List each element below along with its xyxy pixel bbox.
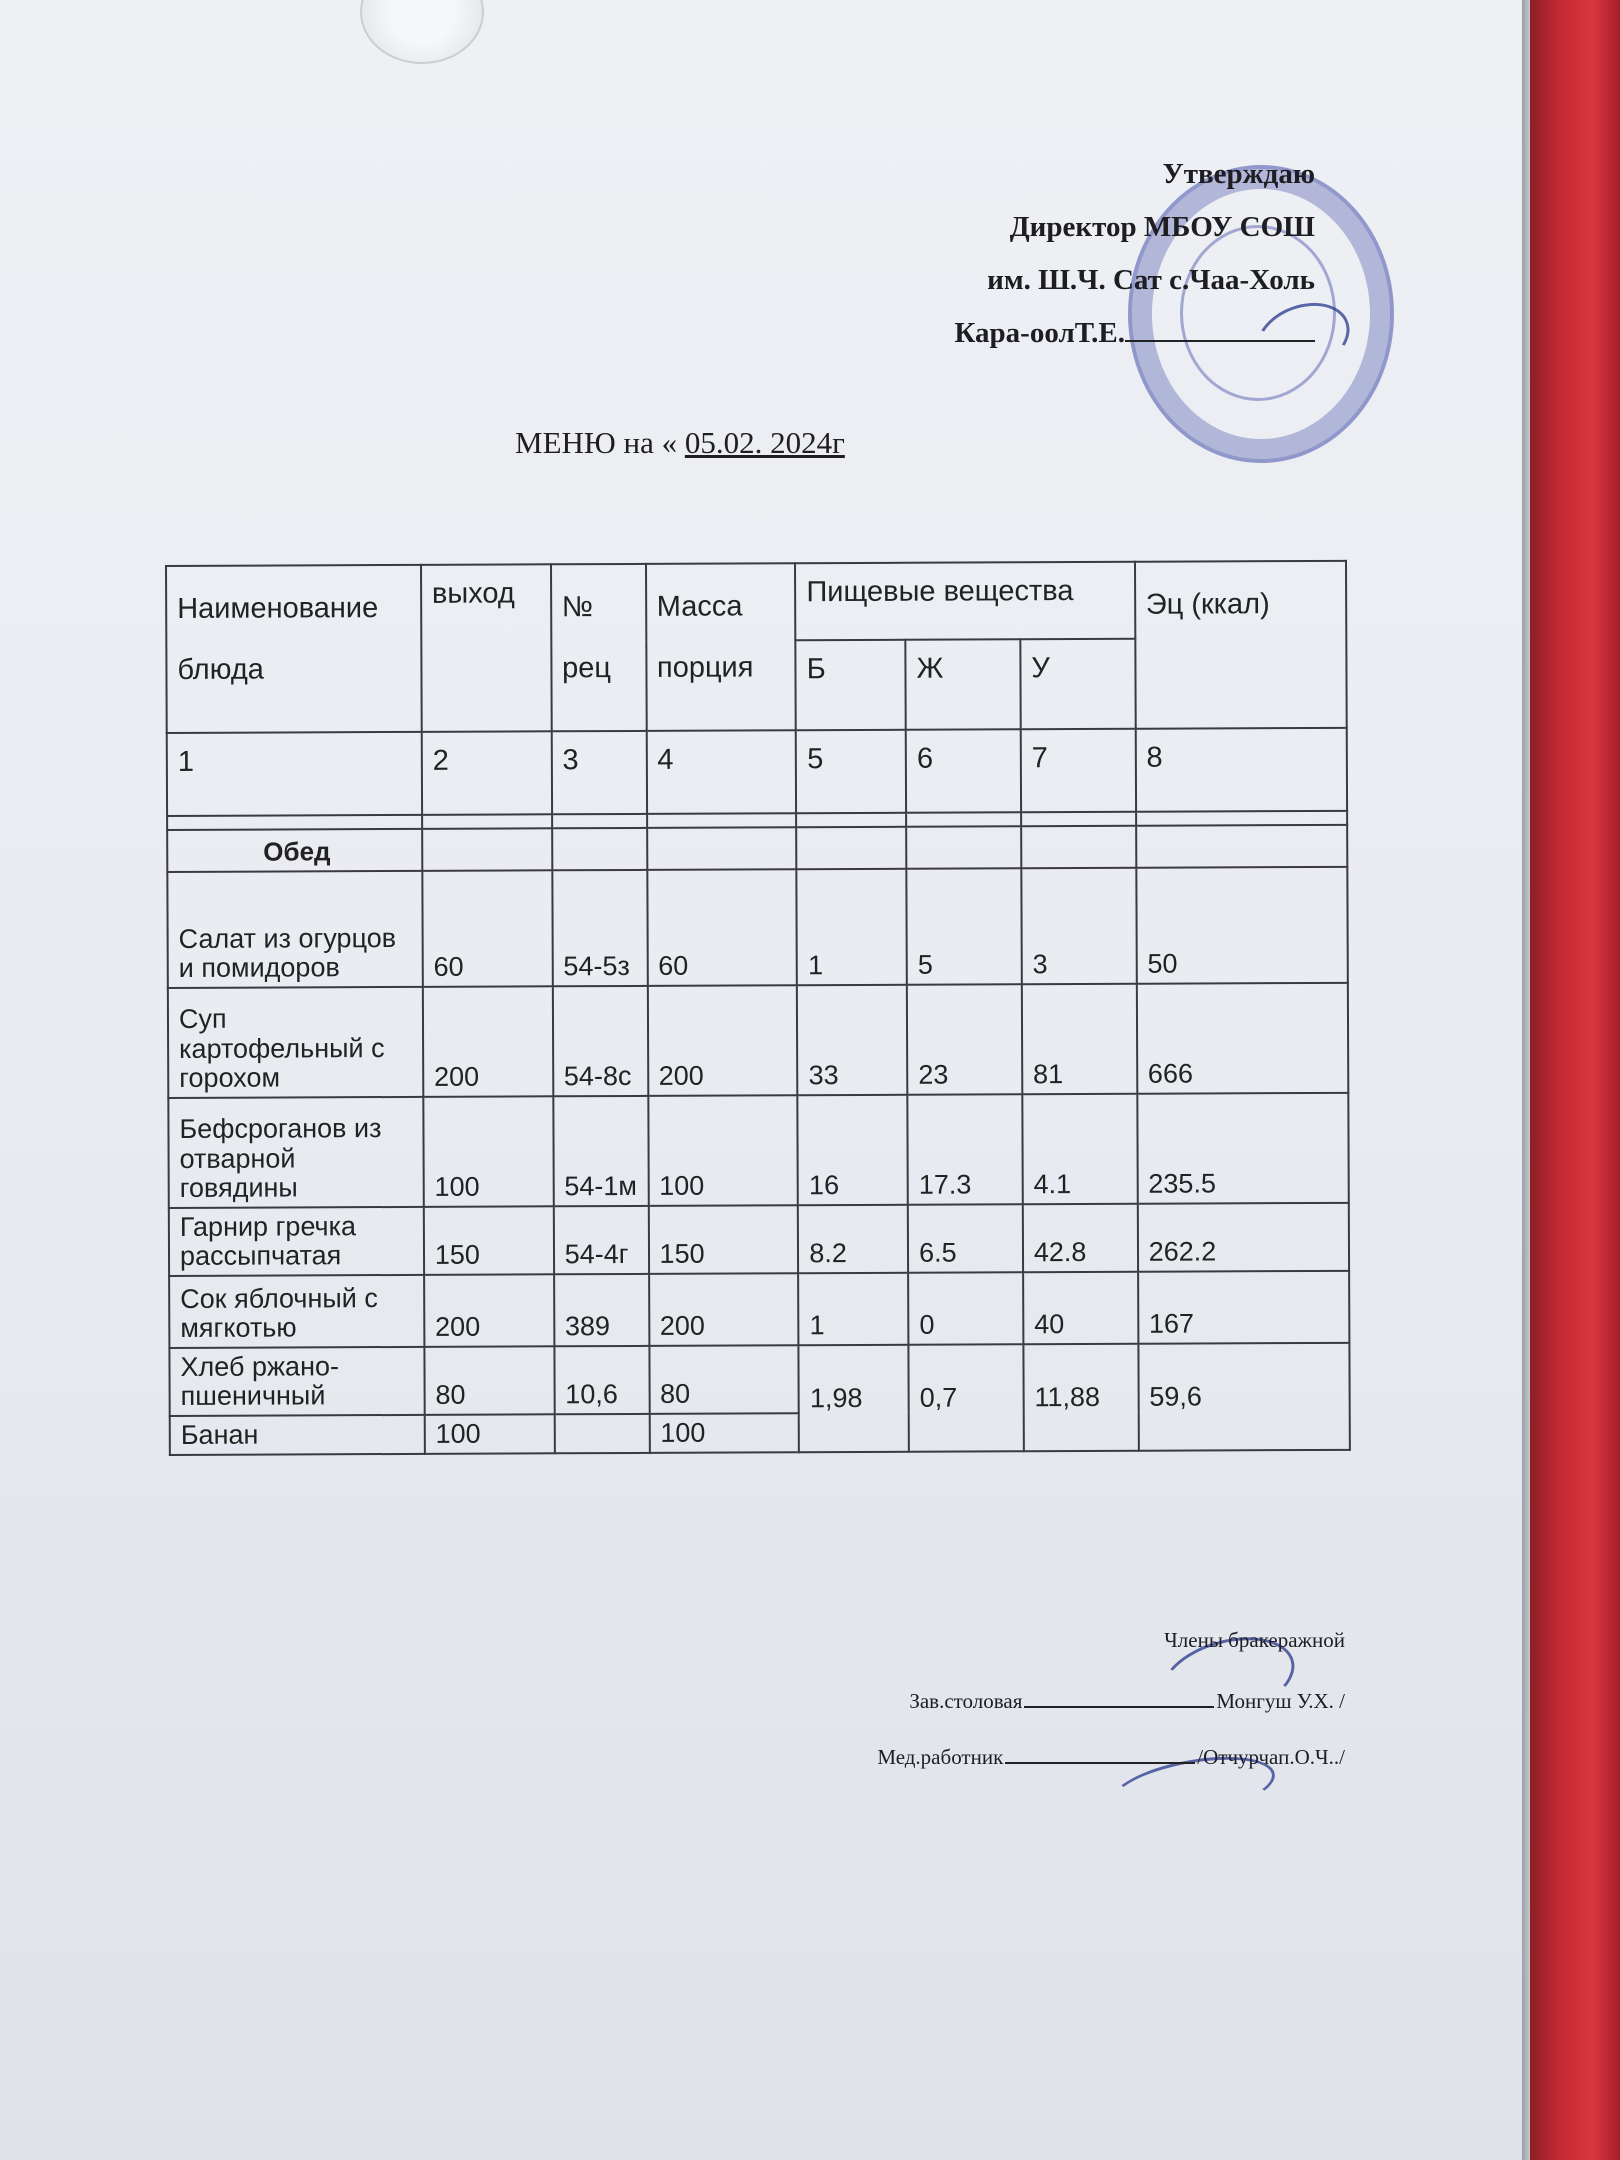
dish-energy: 167 bbox=[1138, 1271, 1350, 1344]
dish-protein: 33 bbox=[797, 985, 907, 1095]
director-name: Кара-оолТ.Е. bbox=[954, 317, 1125, 349]
dish-name: Суп картофельный с горохом bbox=[168, 987, 423, 1098]
dish-mass: 150 bbox=[648, 1205, 798, 1274]
dish-carbs: 81 bbox=[1022, 984, 1137, 1094]
column-number-row bbox=[167, 728, 1347, 816]
dish-energy: 262.2 bbox=[1137, 1203, 1349, 1272]
column-number: 1 bbox=[167, 732, 422, 816]
red-folder bbox=[1530, 0, 1620, 2160]
approval-line-4 bbox=[954, 319, 1315, 348]
column-number: 8 bbox=[1135, 728, 1347, 812]
table-row bbox=[167, 867, 1347, 988]
medic-name: /Отчурчап.О.Ч../ bbox=[1197, 1745, 1345, 1769]
dish-protein: 1,98 bbox=[799, 1345, 909, 1452]
dish-name: Бефсроганов из отварной говядины bbox=[168, 1097, 423, 1208]
canteen-head-name: Монгуш У.Х. / bbox=[1216, 1689, 1345, 1713]
dish-yield: 100 bbox=[423, 1096, 553, 1207]
table-row bbox=[169, 1271, 1349, 1348]
dish-fat: 5 bbox=[906, 868, 1021, 984]
dish-recipe: 54-1м bbox=[553, 1096, 648, 1206]
dish-yield: 150 bbox=[424, 1206, 554, 1275]
dish-mass: 100 bbox=[649, 1413, 799, 1453]
table-row bbox=[168, 983, 1348, 1098]
dish-mass: 100 bbox=[648, 1095, 798, 1206]
dish-recipe: 54-5з bbox=[552, 870, 647, 986]
punch-hole bbox=[360, 0, 484, 64]
dish-fat: 6.5 bbox=[908, 1204, 1023, 1273]
dish-fat: 17.3 bbox=[907, 1094, 1022, 1204]
commission-heading: Члены бракеражной bbox=[1164, 1628, 1345, 1652]
menu-title bbox=[515, 425, 845, 461]
dish-name: Сок яблочный с мягкотью bbox=[169, 1275, 424, 1348]
header-row bbox=[166, 561, 1346, 643]
header-mass: Масса порция bbox=[645, 563, 796, 731]
column-number: 3 bbox=[551, 731, 646, 814]
section-label: Обед bbox=[167, 829, 422, 872]
section-row bbox=[167, 825, 1347, 872]
signature-line bbox=[1125, 340, 1315, 342]
dish-protein: 8.2 bbox=[798, 1205, 908, 1273]
dish-name: Хлеб ржано-пшеничный bbox=[169, 1347, 424, 1416]
header-yield: выход bbox=[421, 564, 552, 732]
menu-table bbox=[165, 560, 1351, 1456]
signature-line bbox=[1024, 1706, 1214, 1708]
dish-fat: 0,7 bbox=[908, 1344, 1023, 1451]
dish-recipe: 10,6 bbox=[554, 1346, 649, 1414]
approval-block bbox=[954, 160, 1315, 372]
dish-protein: 16 bbox=[798, 1095, 908, 1205]
dish-name: Банан bbox=[170, 1415, 425, 1455]
dish-mass: 60 bbox=[647, 869, 797, 986]
menu-table-wrapper bbox=[165, 560, 1351, 1456]
dish-energy: 666 bbox=[1136, 983, 1348, 1094]
header-name: Наименование блюда bbox=[166, 565, 422, 733]
signature-line bbox=[1005, 1762, 1195, 1764]
dish-carbs: 42.8 bbox=[1023, 1204, 1138, 1273]
dish-fat: 23 bbox=[907, 984, 1022, 1094]
header-u: У bbox=[1020, 639, 1135, 730]
dish-energy: 50 bbox=[1136, 867, 1348, 984]
menu-title-prefix: МЕНЮ на « bbox=[515, 425, 678, 460]
dish-mass: 80 bbox=[649, 1345, 799, 1414]
approval-line-2: Директор МБОУ СОШ bbox=[1009, 211, 1315, 243]
dish-name: Салат из огурцов и помидоров bbox=[167, 871, 422, 988]
header-b: Б bbox=[796, 640, 906, 730]
dish-protein: 1 bbox=[798, 1273, 908, 1345]
dish-energy: 59,6 bbox=[1138, 1343, 1350, 1451]
table-row bbox=[169, 1203, 1349, 1276]
table-row bbox=[169, 1343, 1349, 1416]
dish-yield: 80 bbox=[424, 1346, 554, 1415]
header-recipe: № рец bbox=[551, 564, 647, 731]
column-number: 7 bbox=[1021, 729, 1136, 813]
dish-fat: 0 bbox=[908, 1272, 1023, 1345]
column-number: 6 bbox=[906, 729, 1021, 812]
dish-carbs: 3 bbox=[1021, 868, 1136, 984]
column-number: 2 bbox=[422, 731, 552, 815]
dish-name: Гарнир гречка рассыпчатая bbox=[169, 1207, 424, 1276]
column-number: 5 bbox=[796, 730, 906, 813]
dish-carbs: 11,88 bbox=[1023, 1344, 1138, 1452]
dish-recipe: 54-8с bbox=[552, 986, 647, 1096]
dish-recipe bbox=[554, 1414, 649, 1453]
commission-line-canteen bbox=[877, 1691, 1345, 1712]
menu-date: 05.02. 2024г bbox=[684, 425, 845, 460]
dish-yield: 200 bbox=[424, 1274, 554, 1347]
table-row bbox=[168, 1093, 1348, 1208]
dish-carbs: 40 bbox=[1023, 1272, 1138, 1345]
dish-yield: 200 bbox=[423, 986, 553, 1097]
dish-protein: 1 bbox=[797, 869, 907, 985]
dish-yield: 100 bbox=[425, 1414, 555, 1454]
dish-energy: 235.5 bbox=[1137, 1093, 1349, 1204]
dish-recipe: 54-4г bbox=[553, 1206, 648, 1274]
medic-role: Мед.работник bbox=[877, 1745, 1004, 1769]
dish-carbs: 4.1 bbox=[1022, 1094, 1137, 1205]
canteen-head-role: Зав.столовая bbox=[909, 1689, 1023, 1713]
header-energy: Эц (ккал) bbox=[1135, 561, 1347, 729]
dish-recipe: 389 bbox=[554, 1274, 649, 1346]
commission-line-medic bbox=[877, 1747, 1345, 1768]
header-zh: Ж bbox=[905, 639, 1020, 729]
dish-mass: 200 bbox=[649, 1273, 799, 1346]
approval-line-3: им. Ш.Ч. Сат с.Чаа-Холь bbox=[987, 264, 1315, 296]
dish-mass: 200 bbox=[647, 985, 797, 1096]
header-nutrients: Пищевые вещества bbox=[795, 562, 1135, 640]
approval-line-1: Утверждаю bbox=[1162, 158, 1315, 190]
commission-block bbox=[877, 1630, 1345, 1803]
dish-yield: 60 bbox=[422, 870, 552, 987]
column-number: 4 bbox=[646, 730, 796, 814]
